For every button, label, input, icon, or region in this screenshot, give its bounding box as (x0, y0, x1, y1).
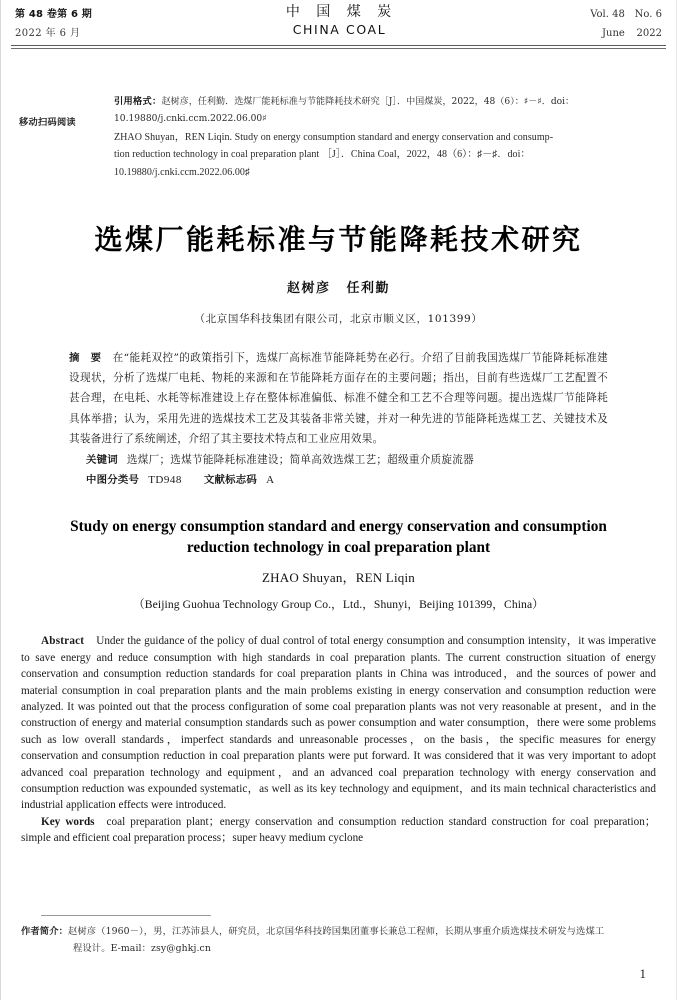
volume-issue: 第 48 卷第 6 期 (15, 9, 92, 20)
masthead-divider (11, 45, 666, 49)
author-bio-line-1: 赵树彦（1960－），男，江苏沛县人，研究员，北京国华科技跨国集团董事长兼总工程师，长期从事重介质选煤技术研发与选煤工 (68, 926, 605, 937)
abstract-en-label: Abstract (41, 635, 85, 648)
keywords-cn (69, 450, 608, 470)
abstract-cn-text: 在“能耗双控”的政策指引下，选煤厂高标准节能降耗势在必行。介绍了目前我国选煤厂节能降耗标准建设现状，分析了选煤厂电耗、物耗的来源和在节能降耗方面存在的主要问题；指出，目前有些选煤厂工艺配置不甚合理，在电耗、水耗等标准建设上存在整体标准偏低、标准不健全和工艺不合理等问题。提出选煤厂节能降耗具体举措；认为，采用先进的选煤技术工艺及其装备非常关键，并对一种先进的节能降耗选煤工艺、关键技术及其装备进行了系统阐述，介绍了其主要技术特点和工业应用效果。 (69, 351, 608, 446)
author-bio-label: 作者简介： (21, 926, 68, 937)
masthead (1, 0, 676, 44)
masthead-center (1, 3, 676, 38)
document-code-label: 文献标志码 (203, 473, 258, 486)
keywords-cn-label: 关键词 (86, 453, 118, 466)
title-en-line-1: Study on energy consumption standard and energy conservation and consumption (70, 518, 607, 536)
keywords-en-label: Key words (41, 815, 95, 828)
abstract-cn-label: 摘 要 (69, 351, 102, 364)
issue-number-label: No. 6 (634, 9, 662, 20)
page-title-en (23, 516, 654, 558)
clc-value: TD948 (148, 473, 182, 486)
citation-en-line-1: ZHAO Shuyan，REN Liqin. Study on energy consumption standard and energy conservation and consump- (114, 131, 554, 143)
document-code-value: A (266, 473, 275, 486)
affiliation-en: （Beijing Guohua Technology Group Co.，Ltd.，Shunyi，Beijing 101399，China） (133, 598, 544, 612)
citation-cn-line-2: 10.19880/j.cnki.ccm.2022.06.00♯ (114, 114, 267, 124)
citation-en-line-2: tion reduction technology in coal preparation plant ［J］．China Coal，2022，48（6）：♯－♯．doi： (114, 149, 531, 160)
authors-en: ZHAO Shuyan，REN Liqin (262, 570, 415, 586)
page-title-cn: 选煤厂能耗标准与节能降耗技术研究 (94, 222, 583, 256)
clc-label: 中图分类号 (86, 473, 140, 486)
keywords-cn-text: 选煤厂；选煤节能降耗标准建设；简单高效选煤工艺；超级重介质旋流器 (126, 453, 474, 466)
author-bio-line-2: 程设计。E-mail：zsy@ghkj.cn (73, 942, 211, 954)
mobile-scan-label: 移动扫码阅读 (19, 116, 76, 128)
issue-date-cn: 2022 年 6 月 (15, 28, 81, 39)
journal-name-en: CHINA COAL (292, 22, 387, 37)
authors-cn (1, 277, 676, 296)
classification-row (69, 470, 608, 490)
masthead-right (585, 5, 662, 43)
author-bio-footnote (21, 924, 656, 957)
issue-year: 2022 (636, 28, 662, 39)
abstract-cn (69, 348, 608, 450)
author-cn-1: 赵树彦 (286, 280, 331, 296)
citation-block (1, 93, 676, 189)
journal-name-cn: 中 国 煤 炭 (285, 4, 398, 20)
author-cn-2: 任利勤 (346, 280, 391, 296)
citation-en-line-3: 10.19880/j.cnki.ccm.2022.06.00♯ (114, 166, 250, 178)
abstract-en-text: Under the guidance of the policy of dual control of total energy consumption and consumption intensity，it was imperative to save energy and reduce consumption with high standards in coal preparation plants. The current construction situation of energy conservation and consumption reduction standards for coal preparation plants in China was introduced，and the sources of power and material consumption in coal preparation plants and the main problems existing in energy conservation and consumption reduction were analyzed. It was pointed out that the process configuration of some coal preparation plants was not very reasonable at present，and in the construction of energy and material consumption standards such as power consumption and water consumption，there were some problems such as low overall standards，imperfect standards and unreasonable processes，on the basis，the specific measures for energy conservation and consumption reduction in coal preparation plants were put forward. It was considered that it was very important to adopt advanced coal preparation technology and equipment，and an advanced coal preparation technology with energy conservation and consumption reduction was expounded systematic，as well as its key technology and equipment，and its main technical characteristics and industrial application effects were introduced. (21, 635, 656, 812)
volume-label: Vol. 48 (590, 9, 625, 20)
citation-cn-line-1 (114, 93, 658, 112)
citation-cn-text-1: 赵树彦，任利勤．选煤厂能耗标准与节能降耗技术研究［J］．中国煤炭，2022，48（6）：♯－♯．doi： (161, 96, 575, 107)
keywords-en-text: coal preparation plant；energy conservation and consumption reduction standard construction for coal preparation；simple and efficient coal preparation process；super heavy medium cyclone (21, 815, 656, 845)
citation-text (114, 93, 658, 182)
issue-month: June (602, 28, 625, 39)
title-en-line-2: reduction technology in coal preparation plant (186, 539, 491, 557)
citation-label: 引用格式： (114, 95, 162, 107)
page-number: 1 (639, 966, 646, 981)
abstract-en (21, 633, 656, 813)
affiliation-cn: （北京国华科技集团有限公司，北京市顺义区，101399） (194, 312, 483, 325)
footnote-divider (41, 915, 211, 916)
keywords-en (21, 814, 656, 847)
